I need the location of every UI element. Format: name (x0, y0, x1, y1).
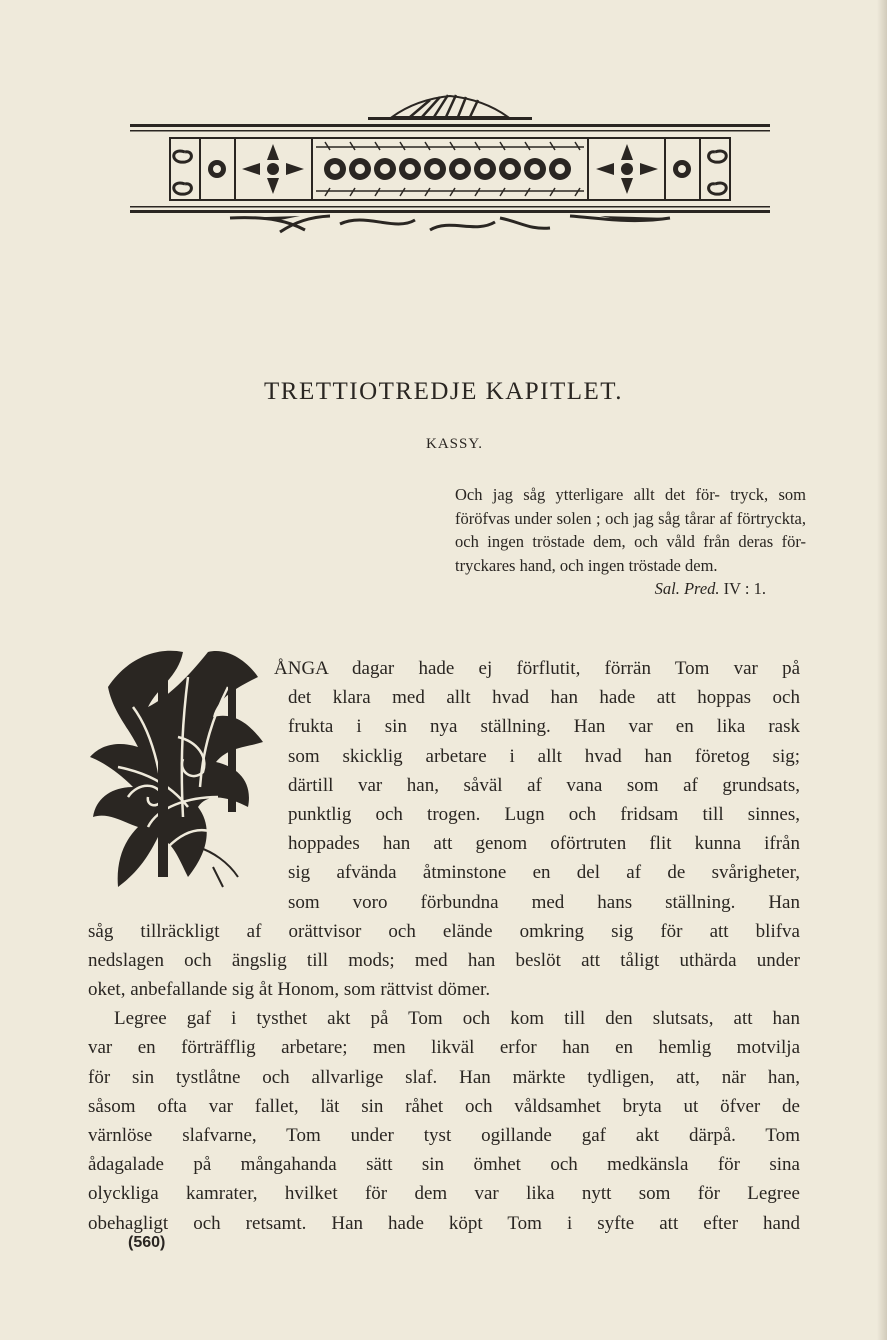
text-line: såg tillräckligt af orättvisor och elände omkring sig för att blifva (88, 920, 800, 942)
text-line: hoppades han att genom oförtruten flit kunna ifrån (288, 833, 800, 855)
epigraph-line: tryck, som föröfvas under solen ; och (455, 485, 806, 528)
epigraph-reference-book: Sal. Pred. (654, 579, 720, 598)
text-line: ådagalade på mångahanda sätt sin ömhet och medkänsla för sina (88, 1154, 800, 1176)
text-line: därtill var han, såväl af vana som af grundsats, (288, 774, 800, 796)
text-line: som voro förbundna med hans ställning. Han (288, 891, 800, 913)
text-line: oket, anbefallande sig åt Honom, som rättvist dömer. (88, 979, 491, 1001)
text-line: ÅNGA dagar hade ej förflutit, förrän Tom var på (274, 658, 800, 679)
chapter-title: TRETTIOTREDJE KAPITLET. (264, 378, 623, 405)
text-line: obehagligt och retsamt. Han hade köpt Tom i syfte att efter hand (88, 1212, 800, 1234)
text-line: såsom ofta var fallet, lät sin råhet och våldsamhet bryta ut öfver de (88, 1095, 800, 1117)
epigraph-reference-verse: IV : 1. (723, 579, 766, 598)
epigraph (455, 483, 806, 601)
epigraph-line: tröstade dem, och våld från deras för- (532, 532, 806, 551)
epigraph-line: tryckares hand, och ingen tröstade dem. (455, 555, 718, 575)
text-line: punktlig och trogen. Lugn och fridsam till sinnes, (288, 803, 800, 825)
text-line: var en förträfflig arbetare; men likväl erfor han en hemlig motvilja (88, 1037, 800, 1059)
text-line: Legree gaf i tysthet akt på Tom och kom till den slutsats, att han (114, 1008, 800, 1030)
text-line: som skicklig arbetare i allt hvad han företog sig; (288, 745, 800, 767)
page-number: (560) (128, 1234, 166, 1251)
body-text (88, 654, 800, 1238)
text-line: olyckliga kamrater, hvilket för dem var lika nytt som för Legree (88, 1183, 800, 1205)
epigraph-line: Och jag såg ytterligare allt det för- (455, 485, 731, 504)
text-line: det klara med allt hvad han hade att hoppas och (288, 687, 800, 709)
text-line: frukta i sin nya ställning. Han var en lika rask (288, 716, 800, 738)
chapter-subtitle: KASSY. (426, 436, 483, 452)
ornamental-headpiece (130, 92, 770, 252)
text-line: värnlöse slafvarne, Tom under tyst ogillande gaf akt därpå. Tom (88, 1125, 800, 1146)
text-line: nedslagen och ängslig till mods; med han beslöt att tåligt uthärda under (88, 949, 800, 971)
text-line: för sin tystlåtne och allvarlige slaf. Han märkte tydligen, att, när han, (88, 1066, 800, 1088)
text-line: sig afvända åtminstone en del af de svårigheter, (288, 862, 800, 884)
epigraph-reference (455, 577, 806, 601)
epigraph-line: jag såg tårar af förtryckta, och ingen (455, 508, 806, 551)
